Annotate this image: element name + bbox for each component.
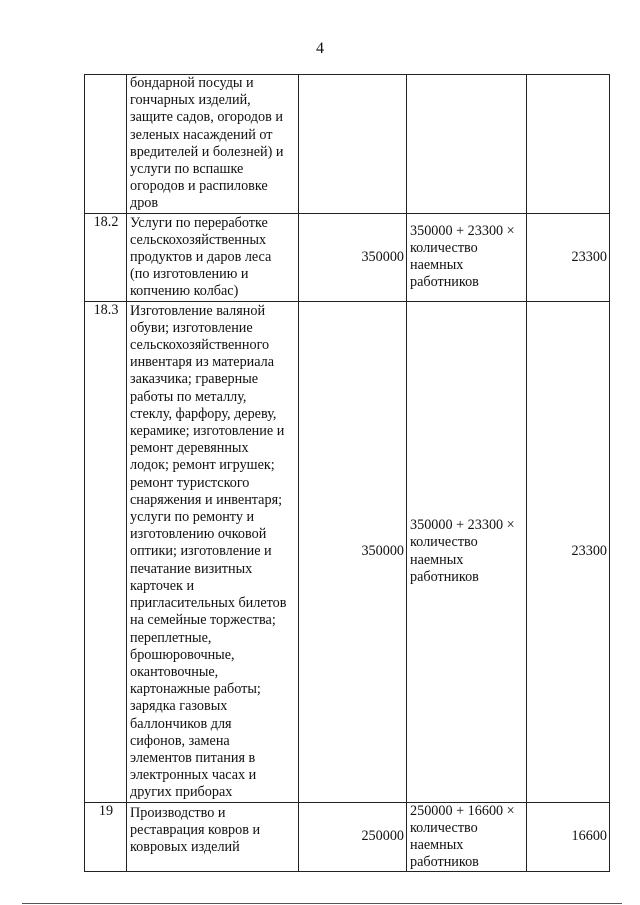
base-income-cell	[299, 75, 407, 214]
table-row	[85, 75, 610, 214]
formula-cell: 250000 + 16600 × количество наемных работников	[407, 802, 527, 872]
page-number: 4	[316, 40, 324, 57]
row-number-cell: 18.2	[85, 213, 127, 301]
formula-cell: 350000 + 23300 × количество наемных работников	[407, 301, 527, 802]
table-row	[85, 802, 610, 872]
row-number-cell	[85, 75, 127, 214]
base-income-cell: 250000	[299, 802, 407, 872]
service-name-cell: Изготовление валяной обуви; изготовление сельскохозяйственного инвентаря из материала заказчика; граверные работы по металлу, стеклу, фарфору, дереву, керамике; изготовление и ремонт деревянных лодок; ремонт игрушек; ремонт туристского снаряжения и инвентаря; услуги по ремонту и изготовлению очковой оптики; изготовление и печатание визитных карточек и пригласительных билетов на семейные торжества; переплетные, брошюровочные, окантовочные, картонажные работы; зарядка газовых баллончиков для сифонов, замена элементов питания в электронных часах и других приборах	[127, 301, 299, 802]
rate-cell: 23300	[527, 213, 610, 301]
row-number-cell: 18.3	[85, 301, 127, 802]
row-number-cell: 19	[85, 802, 127, 872]
base-income-cell: 350000	[299, 213, 407, 301]
rate-cell: 16600	[527, 802, 610, 872]
formula-cell: 350000 + 23300 × количество наемных работников	[407, 213, 527, 301]
base-income-cell: 350000	[299, 301, 407, 802]
services-table	[84, 74, 610, 872]
service-name-cell: бондарной посуды и гончарных изделий, защите садов, огородов и зеленых насаждений от вредителей и болезней) и услуги по вспашке огородов и распиловке дров	[127, 75, 299, 214]
rate-cell	[527, 75, 610, 214]
page-bottom-rule	[22, 903, 622, 904]
table-row	[85, 213, 610, 301]
service-name-cell: Производство и реставрация ковров и ковровых изделий	[127, 802, 299, 872]
formula-cell	[407, 75, 527, 214]
rate-cell: 23300	[527, 301, 610, 802]
table-row	[85, 301, 610, 802]
service-name-cell: Услуги по переработке сельскохозяйственных продуктов и даров леса (по изготовлению и копчению колбас)	[127, 213, 299, 301]
